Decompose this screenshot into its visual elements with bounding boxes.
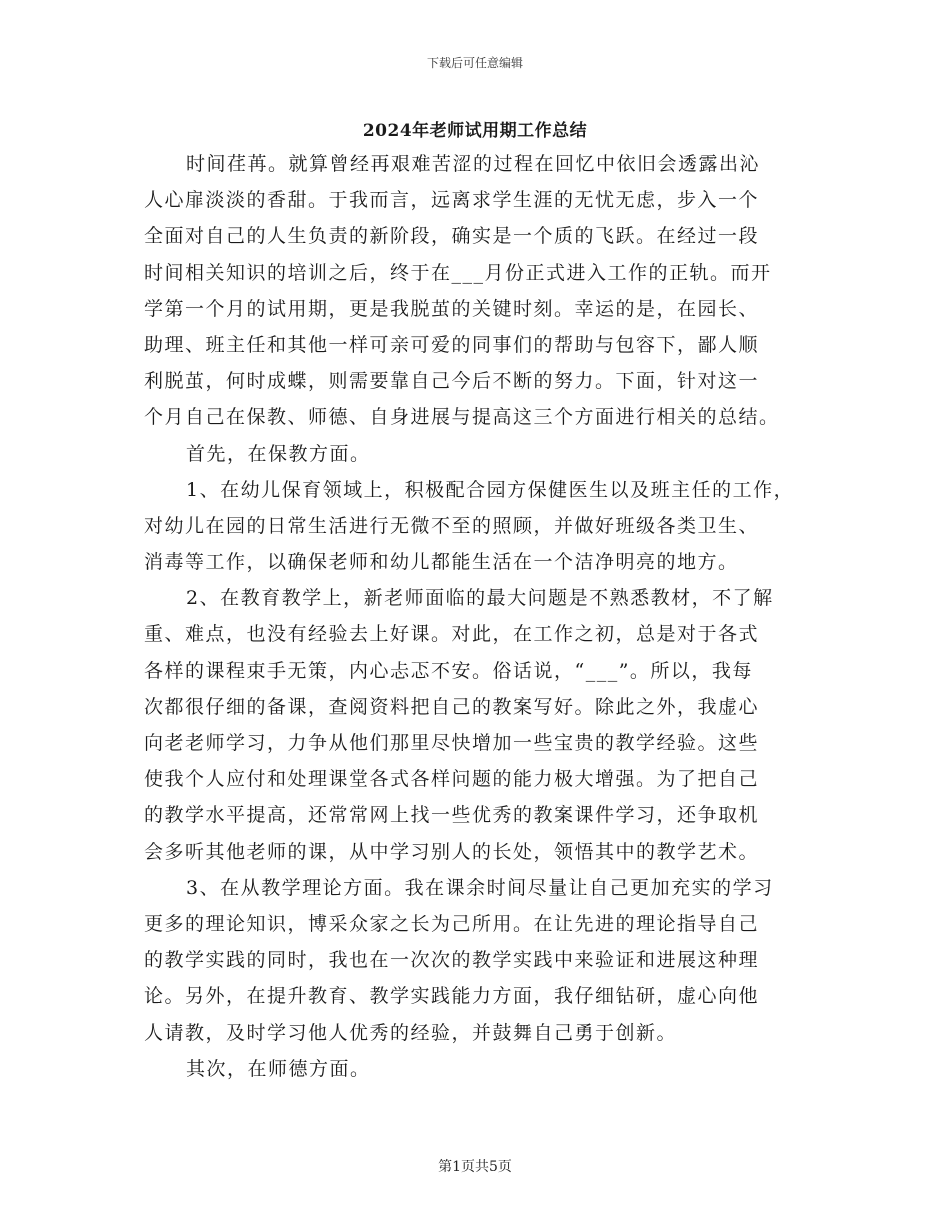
body-line: 2、在教育教学上，新老师面临的最大问题是不熟悉教材，不了解 [186, 587, 774, 610]
body-line: 全面对自己的人生负责的新阶段，确实是一个质的飞跃。在经过一段 [144, 225, 760, 248]
body-line: 个月自己在保教、师德、自身进展与提高这三个方面进行相关的总结。 [144, 406, 780, 429]
body-line: 助理、班主任和其他一样可亲可爱的同事们的帮助与包容下，鄙人顺 [144, 333, 760, 356]
body-line: 消毒等工作，以确保老师和幼儿都能生活在一个洁净明亮的地方。 [144, 551, 739, 574]
document-title: 2024年老师试用期工作总结 [362, 121, 588, 141]
body-line: 人心扉淡淡的香甜。于我而言，远离求学生涯的无忧无虑，步入一个 [144, 189, 760, 212]
body-line: 重、难点，也没有经验去上好课。对此，在工作之初，总是对于各式 [144, 623, 760, 646]
body-line: 更多的理论知识，博采众家之长为己所用。在让先进的理论指导自己 [144, 912, 760, 935]
body-line: 3、在从教学理论方面。我在课余时间尽量让自己更加充实的学习 [186, 876, 774, 899]
body-line: 时间相关知识的培训之后，终于在___月份正式进入工作的正轨。而开 [144, 261, 772, 284]
body-line: 会多听其他老师的课，从中学习别人的长处，领悟其中的教学艺术。 [144, 840, 760, 863]
body-line: 时间荏苒。就算曾经再艰难苦涩的过程在回忆中依旧会透露出沁 [186, 153, 761, 175]
body-line: 其次，在师德方面。 [186, 1057, 371, 1080]
body-line: 向老老师学习，力争从他们那里尽快增加一些宝贵的教学经验。这些 [144, 732, 760, 754]
body-line: 各样的课程束手无策，内心忐忑不安。俗话说，“___”。所以，我每 [144, 659, 753, 682]
body-line: 学第一个月的试用期，更是我脱茧的关键时刻。幸运的是，在园长、 [144, 297, 760, 320]
header-note: 下载后可任意编辑 [426, 56, 523, 70]
document-body [144, 146, 824, 1087]
page-number: 第1页共5页 [438, 1159, 512, 1175]
body-line: 的教学实践的同时，我也在一次次的教学实践中来验证和进展这种理 [144, 949, 760, 972]
body-line: 对幼儿在园的日常生活进行无微不至的照顾，并做好班级各类卫生、 [144, 514, 760, 537]
body-line: 1、在幼儿保育领域上，积极配合园方保健医生以及班主任的工作， [186, 478, 795, 501]
body-line: 的教学水平提高，还常常网上找一些优秀的教案课件学习，还争取机 [144, 804, 760, 827]
body-line: 次都很仔细的备课，查阅资料把自己的教案写好。除此之外，我虚心 [144, 695, 760, 718]
body-line: 论。另外，在提升教育、教学实践能力方面，我仔细钻研，虚心向他 [144, 985, 760, 1008]
body-line: 使我个人应付和处理课堂各式各样问题的能力极大增强。为了把自己 [144, 768, 760, 791]
body-line: 首先，在保教方面。 [186, 442, 371, 465]
body-line: 利脱茧，何时成蝶，则需要靠自己今后不断的努力。下面，针对这一 [144, 370, 760, 393]
body-line: 人请教，及时学习他人优秀的经验，并鼓舞自己勇于创新。 [144, 1021, 678, 1044]
